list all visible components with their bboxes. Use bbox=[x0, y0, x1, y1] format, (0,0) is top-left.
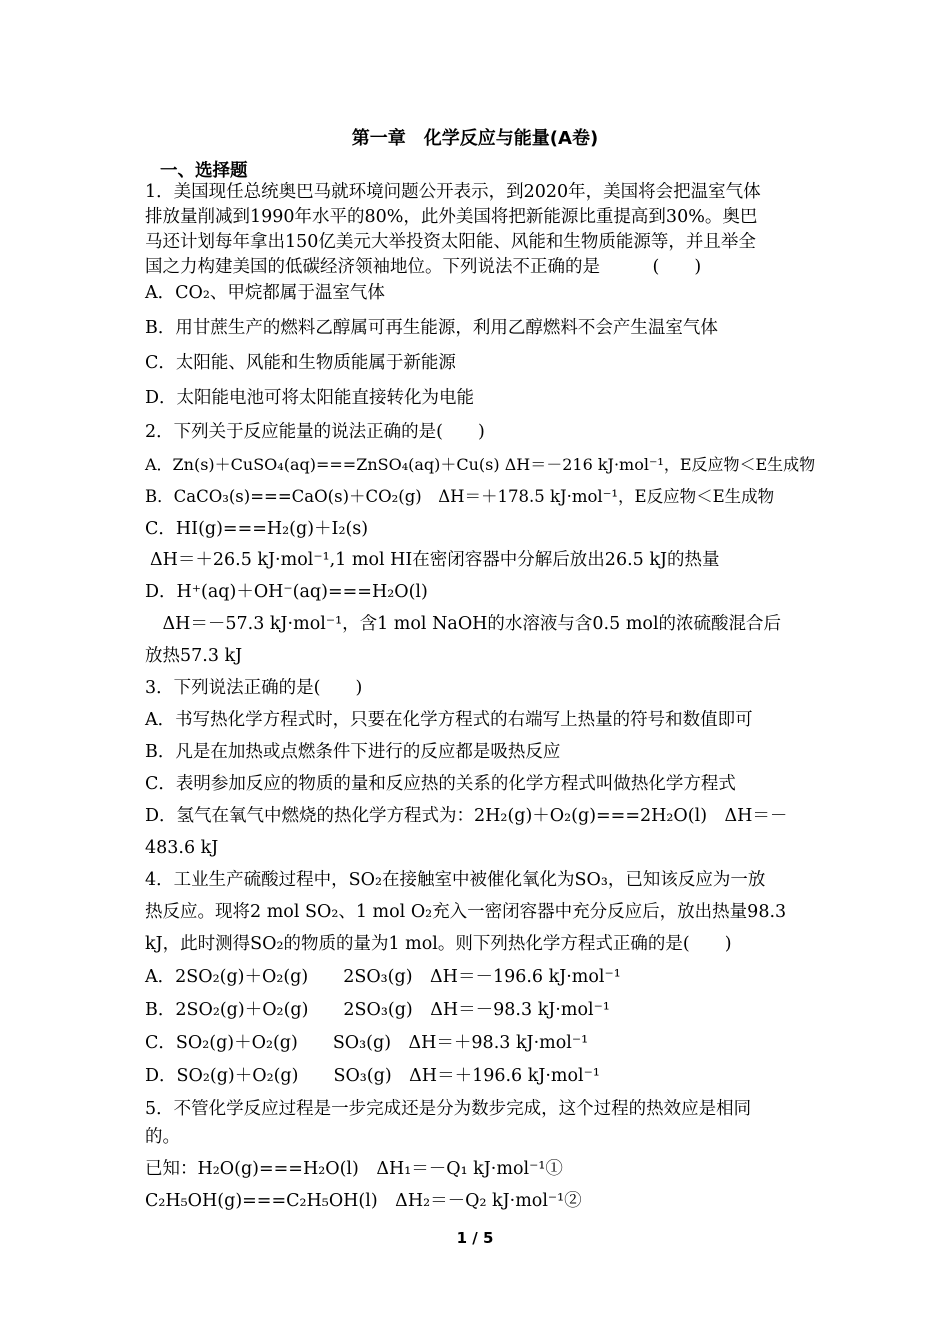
q4-option-d: D．SO₂(g)＋O₂(g) SO₃(g) ΔH＝＋196.6 kJ·mol⁻¹ bbox=[145, 1066, 600, 1086]
q1-line-3: 马还计划每年拿出150亿美元大举投资太阳能、风能和生物质能源等，并且举全 bbox=[145, 232, 756, 252]
q5-line-2: 的。 bbox=[145, 1127, 180, 1147]
q1-line-2: 排放量削减到1990年水平的80%，此外美国将把新能源比重提高到30%。奥巴 bbox=[145, 207, 758, 227]
q1-option-a: A．CO₂、甲烷都属于温室气体 bbox=[145, 283, 385, 303]
section-heading: 一、选择题 bbox=[160, 161, 248, 181]
q5-given-1: 已知：H₂O(g)===H₂O(l) ΔH₁＝－Q₁ kJ·mol⁻¹① bbox=[145, 1159, 563, 1179]
q2-option-b: B．CaCO₃(s)===CaO(s)＋CO₂(g) ΔH＝＋178.5 kJ·mol⁻¹，E反应物＜E生成物 bbox=[145, 487, 775, 506]
q1-option-d: D．太阳能电池可将太阳能直接转化为电能 bbox=[145, 388, 475, 408]
page-number: 1 / 5 bbox=[456, 1229, 494, 1247]
q2-option-c: C．HI(g)===H₂(g)＋I₂(s) bbox=[145, 519, 369, 539]
q1-option-c: C．太阳能、风能和生物质能属于新能源 bbox=[145, 353, 456, 373]
page-title: 第一章 化学反应与能量(A卷) bbox=[351, 128, 599, 149]
q4-line-2: 热反应。现将2 mol SO₂、1 mol O₂充入一密闭容器中充分反应后，放出热量98.3 bbox=[145, 902, 787, 922]
q2-stem: 2．下列关于反应能量的说法正确的是( ) bbox=[145, 422, 485, 442]
q3-option-c: C．表明参加反应的物质的量和反应热的关系的化学方程式叫做热化学方程式 bbox=[145, 774, 736, 794]
q1-option-b: B．用甘蔗生产的燃料乙醇属可再生能源，利用乙醇燃料不会产生温室气体 bbox=[145, 318, 718, 338]
q2-option-d-detail: ΔH＝－57.3 kJ·mol⁻¹，含1 mol NaOH的水溶液与含0.5 mol的浓硫酸混合后 bbox=[145, 614, 782, 634]
q1-line-1: 1．美国现任总统奥巴马就环境问题公开表示，到2020年，美国将会把温室气体 bbox=[145, 182, 761, 202]
q3-option-d: D．氢气在氧气中燃烧的热化学方程式为：2H₂(g)＋O₂(g)===2H₂O(l) ΔH＝－ bbox=[145, 806, 788, 826]
q2-option-d: D．H⁺(aq)＋OH⁻(aq)===H₂O(l) bbox=[145, 582, 428, 602]
q2-option-a: A．Zn(s)＋CuSO₄(aq)===ZnSO₄(aq)＋Cu(s) ΔH＝－216 kJ·mol⁻¹，E反应物＜E生成物 bbox=[145, 455, 816, 474]
q3-option-a: A．书写热化学方程式时，只要在化学方程式的右端写上热量的符号和数值即可 bbox=[145, 710, 753, 730]
q2-option-c-detail: ΔH＝＋26.5 kJ·mol⁻¹,1 mol HI在密闭容器中分解后放出26.5 kJ的热量 bbox=[150, 550, 720, 570]
q4-option-a: A．2SO₂(g)＋O₂(g) 2SO₃(g) ΔH＝－196.6 kJ·mol⁻¹ bbox=[145, 967, 621, 987]
q3-stem: 3．下列说法正确的是( ) bbox=[145, 678, 363, 698]
q4-line-3: kJ，此时测得SO₂的物质的量为1 mol。则下列热化学方程式正确的是( ) bbox=[145, 934, 732, 954]
q3-option-b: B．凡是在加热或点燃条件下进行的反应都是吸热反应 bbox=[145, 742, 561, 762]
q4-option-b: B．2SO₂(g)＋O₂(g) 2SO₃(g) ΔH＝－98.3 kJ·mol⁻¹ bbox=[145, 1000, 610, 1020]
q4-option-c: C．SO₂(g)＋O₂(g) SO₃(g) ΔH＝＋98.3 kJ·mol⁻¹ bbox=[145, 1033, 589, 1053]
q4-line-1: 4．工业生产硫酸过程中，SO₂在接触室中被催化氧化为SO₃，已知该反应为一放 bbox=[145, 870, 766, 890]
q1-line-4: 国之力构建美国的低碳经济领袖地位。下列说法不正确的是 ( ) bbox=[145, 257, 702, 277]
q3-option-d-2: 483.6 kJ bbox=[145, 838, 219, 858]
q2-option-d-detail-2: 放热57.3 kJ bbox=[145, 646, 243, 666]
q5-line-1: 5．不管化学反应过程是一步完成还是分为数步完成，这个过程的热效应是相同 bbox=[145, 1099, 752, 1119]
q5-given-2: C₂H₅OH(g)===C₂H₅OH(l) ΔH₂＝－Q₂ kJ·mol⁻¹② bbox=[145, 1191, 582, 1211]
